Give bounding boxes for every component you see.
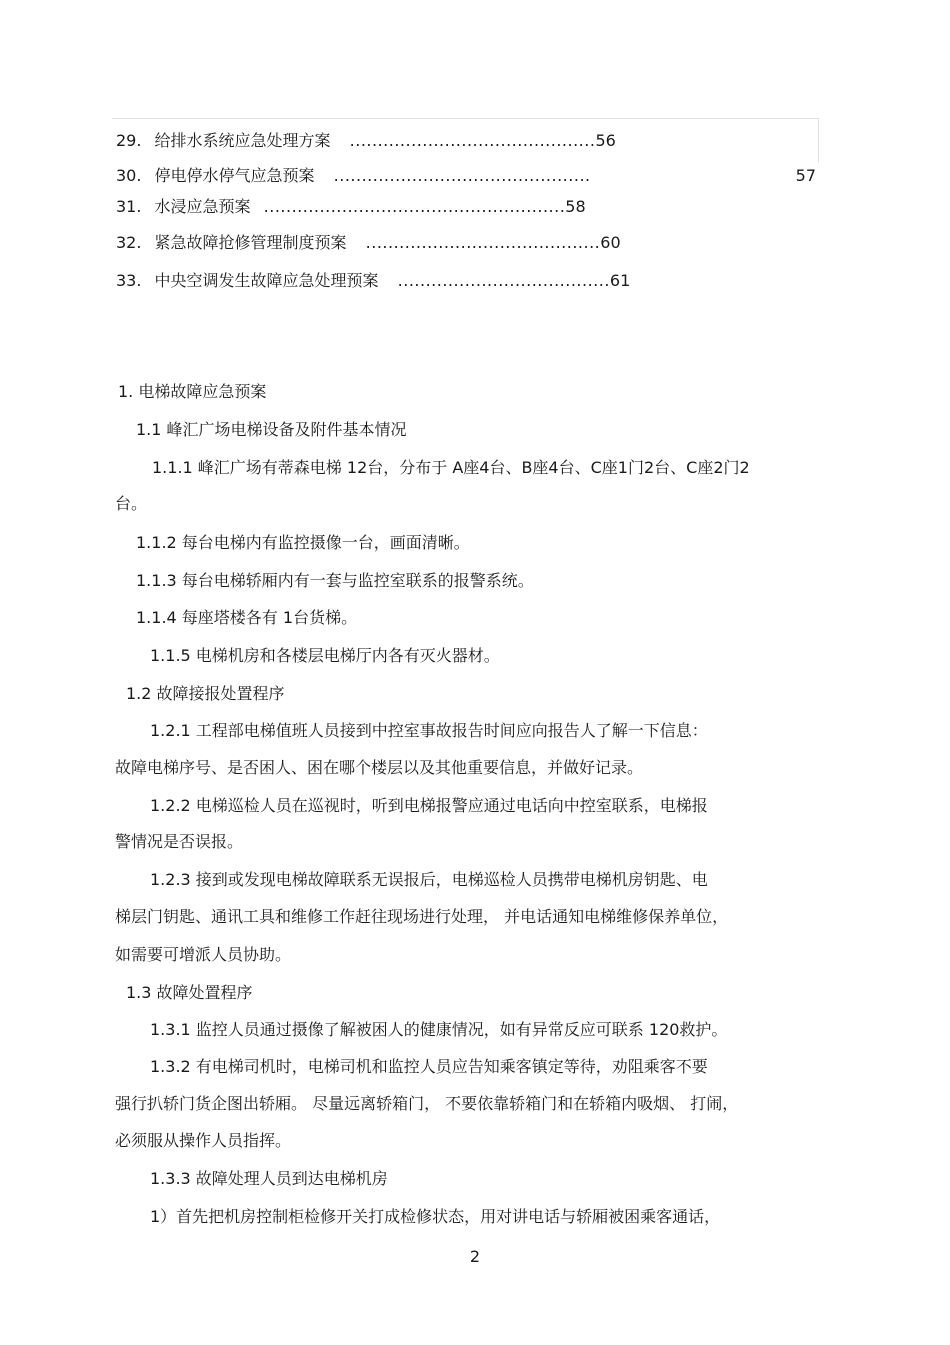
section-heading: 1. 电梯故障应急预案 — [118, 382, 267, 401]
paragraph-line: 1.2.2 电梯巡检人员在巡视时，听到电梯报警应通过电话向中控室联系，电梯报 — [150, 796, 708, 815]
paragraph-line: 1.1.4 每座塔楼各有 1台货梯。 — [136, 608, 358, 627]
paragraph-line: 梯层门钥匙、通讯工具和维修工作赶往现场进行处理， 并电话通知电梯维修保养单位， — [115, 907, 729, 926]
toc-entry-33[interactable]: 33. 中央空调发生故障应急处理预案 ......................................61 — [116, 271, 631, 290]
toc-page: 57 — [795, 166, 816, 185]
toc-leader: .......................................... — [365, 233, 601, 252]
toc-leader: ...................................... — [397, 271, 610, 290]
subsection-heading: 1.2 故障接报处置程序 — [126, 684, 285, 703]
paragraph-line: 台。 — [115, 494, 148, 513]
toc-leader: .............................................. — [333, 166, 591, 185]
toc-entry-31[interactable]: 31. 水浸应急预案 ......................................................58 — [116, 197, 586, 216]
toc-title: 水浸应急预案 — [154, 197, 251, 216]
page-number: 2 — [469, 1247, 481, 1266]
paragraph-line: 警情况是否误报。 — [115, 832, 244, 851]
paragraph-line: 1.3.2 有电梯司机时，电梯司机和监控人员应告知乘客镇定等待，劝阻乘客不要 — [150, 1057, 708, 1076]
toc-title: 给排水系统应急处理方案 — [154, 131, 331, 150]
toc-title: 紧急故障抢修管理制度预案 — [154, 233, 347, 252]
paragraph-line: 必须服从操作人员指挥。 — [115, 1131, 292, 1150]
toc-entry-30[interactable]: 30. 停电停水停气应急预案 .............................................. — [116, 166, 591, 185]
toc-entry-32[interactable]: 32. 紧急故障抢修管理制度预案 ..........................................60 — [116, 233, 621, 252]
toc-leader: ............................................ — [349, 131, 596, 150]
subsection-heading: 1.1 峰汇广场电梯设备及附件基本情况 — [136, 420, 407, 439]
toc-page: 61 — [609, 271, 631, 290]
toc-entry-29[interactable]: 29. 给排水系统应急处理方案 ............................................56 — [116, 131, 616, 150]
paragraph-line: 1）首先把机房控制柜检修开关打成检修状态，用对讲电话与轿厢被困乘客通话， — [150, 1207, 721, 1226]
paragraph-line: 1.1.1 峰汇广场有蒂森电梯 12台，分布于 A座4台、B座4台、C座1门2台、C座2门2 — [152, 458, 750, 477]
paragraph-line: 强行扒轿门货企图出轿厢。 尽量远离轿箱门， 不要依靠轿箱门和在轿箱内吸烟、 打闹， — [115, 1094, 739, 1113]
subsection-heading: 1.3 故障处置程序 — [126, 983, 253, 1002]
paragraph-line: 1.1.3 每台电梯轿厢内有一套与监控室联系的报警系统。 — [136, 571, 534, 590]
paragraph-line: 如需要可增派人员协助。 — [115, 945, 292, 964]
toc-title: 中央空调发生故障应急处理预案 — [154, 271, 379, 290]
paragraph-line: 故障电梯序号、是否困人、困在哪个楼层以及其他重要信息，并做好记录。 — [115, 758, 644, 777]
toc-page: 56 — [595, 131, 616, 150]
paragraph-line: 1.2.1 工程部电梯值班人员接到中控室事故报告时间应向报告人了解一下信息： — [150, 721, 708, 740]
paragraph-line: 1.2.3 接到或发现电梯故障联系无误报后，电梯巡检人员携带电梯机房钥匙、电 — [150, 870, 708, 889]
toc-leader: ...................................................... — [263, 197, 566, 216]
toc-page: 58 — [565, 197, 586, 216]
paragraph-line: 1.1.2 每台电梯内有监控摄像一台，画面清晰。 — [136, 533, 470, 552]
paragraph-line: 1.3.1 监控人员通过摄像了解被困人的健康情况，如有异常反应可联系 120救护。 — [150, 1020, 728, 1039]
toc-title: 停电停水停气应急预案 — [154, 166, 315, 185]
paragraph-line: 1.1.5 电梯机房和各楼层电梯厅内各有灭火器材。 — [150, 646, 500, 665]
paragraph-line: 1.3.3 故障处理人员到达电梯机房 — [150, 1169, 388, 1188]
toc-page: 60 — [600, 233, 621, 252]
